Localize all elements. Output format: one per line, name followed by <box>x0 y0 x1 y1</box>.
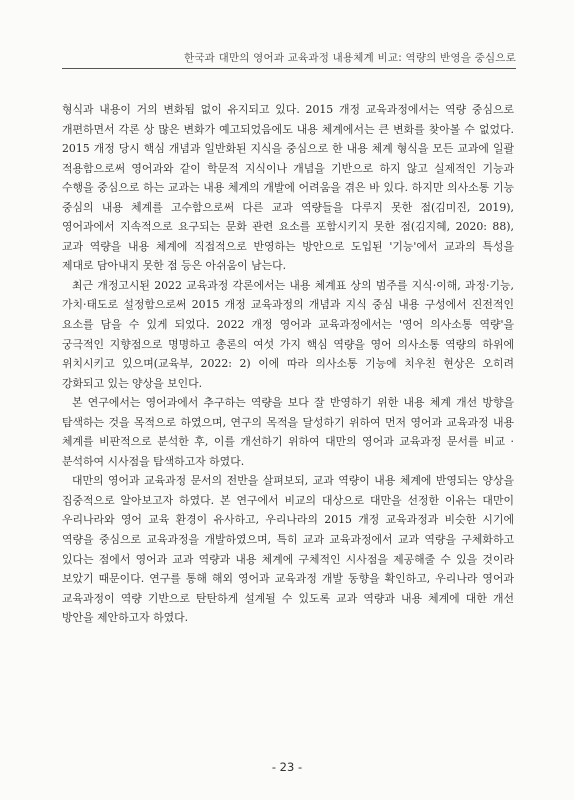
page-number: - 23 - <box>271 760 303 774</box>
running-header: 한국과 대만의 영어과 교육과정 내용체계 비교: 역량의 반영을 중심으로 <box>184 52 516 64</box>
paragraph-2: 최근 개정고시된 2022 교육과정 각론에서는 내용 체계표 상의 범주를 지식·이해, 과정·기능, 가치·태도로 설정함으로써 2015 개정 교육과정의 개념과 지식 중심 내용 구성에서 진전적인 요소를 담을 수 있게 되었다. 2022 개정 영어과 교육과정에서는 '영어 의사소통 역량'을 궁극적인 지향점으로 명명하고 총론의 여섯 가지 핵심 역량을 영어 의사소통 역량의 하위에 위치시키고 있으며(교육부, 2022: 2) 이에 따라 의사소통 기능에 치우친 현상은 오히려 강화되고 있는 양상을 보인다. <box>62 278 514 390</box>
paragraph-3: 본 연구에서는 영어과에서 추구하는 역량을 보다 잘 반영하기 위한 내용 체계 개선 방향을 탐색하는 것을 목적으로 하였으며, 연구의 목적을 달성하기 위하여 먼저 영어과 교육과정 내용 체계를 비판적으로 분석한 후, 이를 개선하기 위하여 대만의 영어과 교육과정 문서를 비교 · 분석하여 시사점을 탐색하고자 하였다. <box>62 396 514 468</box>
header-divider <box>62 68 516 69</box>
body-text <box>62 100 514 628</box>
paragraph-1: 형식과 내용이 거의 변화됨 없이 유지되고 있다. 2015 개정 교육과정에서는 역량 중심으로 개편하면서 각론 상 많은 변화가 예고되었음에도 내용 체계에서는 큰 변화를 찾아볼 수 없었다. 2015 개정 당시 핵심 개념과 일반화된 지식을 중심으로 한 내용 체계 형식을 모든 교과에 일괄 적용함으로써 영어과와 같이 학문적 지식이나 개념을 기반으로 하지 않고 실제적인 기능과 수행을 중심으로 하는 교과는 내용 체계의 개발에 어려움을 겪은 바 있다. 하지만 의사소통 기능 중심의 내용 체계를 고수함으로써 다른 교과 역량들을 다루지 못한 점(김미진, 2019), 영어과에서 지속적으로 요구되는 문화 관련 요소를 포함시키지 못한 점(김지혜, 2020: 88), 교과 역량을 내용 체계에 직접적으로 반영하는 방안으로 도입된 '기능'에서 교과의 특성을 제대로 담아내지 못한 점 등은 아쉬움이 남는다. <box>62 103 514 273</box>
paragraph-4: 대만의 영어과 교육과정 문서의 전반을 살펴보되, 교과 역량이 내용 체계에 반영되는 양상을 집중적으로 알아보고자 하였다. 본 연구에서 비교의 대상으로 대만을 선정한 이유는 대만이 우리나라와 영어 교육 환경이 유사하고, 우리나라의 2015 개정 교육과정과 비슷한 시기에 역량을 중심으로 교육과정을 개발하였으며, 특히 교과 교육과정에서 교과 역량을 구체화하고 있다는 점에서 영어과 교과 역량과 내용 체계에 구체적인 시사점을 제공해줄 수 있을 것이라 보았기 때문이다. 연구를 통해 해외 영어과 교육과정 개발 동향을 확인하고, 우리나라 영어과 교육과정이 역량 기반으로 탄탄하게 설계될 수 있도록 교과 역량과 내용 체계에 대한 개선 방안을 제안하고자 하였다. <box>62 474 514 625</box>
